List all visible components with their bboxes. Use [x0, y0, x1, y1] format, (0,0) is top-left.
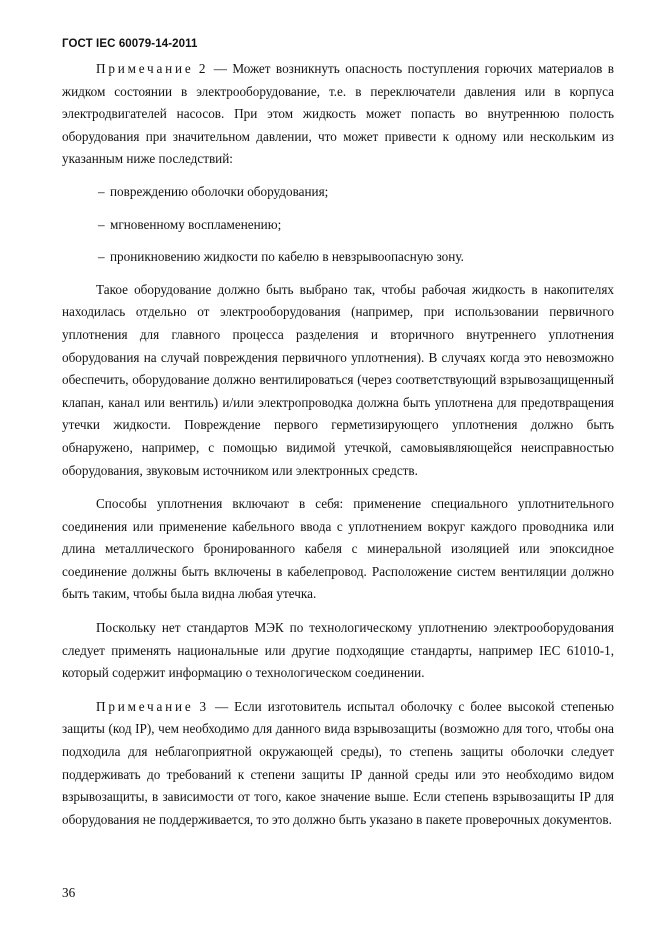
- list-item: [62, 246, 614, 269]
- paragraph: Поскольку нет стандартов МЭК по технологическому уплотнению электрооборудования следует применять национальные или другие подходящие стандарты, например IEC 61010-1, который содержит информацию о технологическом соединении.: [62, 620, 614, 681]
- note-2-dash: —: [213, 61, 227, 76]
- consequences-list: [62, 181, 614, 269]
- note-3: [62, 696, 614, 832]
- note-2-label: Примечание: [96, 61, 194, 76]
- note-3-dash: —: [214, 698, 229, 714]
- note-3-label: Примечание: [96, 698, 194, 714]
- note-2-text: Может возникнуть опасность поступления горючих материалов в жидком состоянии в электрооборудование, т.е. в переключатели давления или в корпуса электродвигателей насосов. При этом жидкость может попасть во внутреннюю полость оборудования при значительном давлении, что может привести к одному или нескольким из указанным ниже последствий:: [62, 61, 615, 167]
- note-2: [62, 58, 614, 171]
- list-item: [62, 181, 614, 204]
- note-3-text: Если изготовитель испытал оболочку с более высокой степенью защиты (код IP), чем необходимо для данного вида взрывозащиты (возможно для того, чтобы она подходила для неблагоприятной окружающей среды), то степень защиты оболочки следует поддерживать до требований к степени защиты IP данной среды или это необходимо видом взрывозащиты, в зависимости от того, какое значение выше. Если степень взрывозащиты IP для оборудования не поддерживается, то это должно быть указано в пакете проверочных документов.: [62, 698, 615, 827]
- body-text: [62, 58, 614, 831]
- dash-bullet: –: [98, 216, 105, 232]
- note-3-number: 3: [199, 698, 209, 714]
- list-item-text: повреждению оболочки оборудования;: [110, 183, 329, 199]
- dash-bullet: –: [98, 249, 105, 265]
- note-2-number: 2: [198, 61, 209, 76]
- paragraph: Способы уплотнения включают в себя: применение специального уплотнительного соединения или применение кабельного ввода с уплотнением вокруг каждого проводника или длина металлического бронированного кабеля с минеральной изоляцией или эпоксидное соединение должны быть включены в кабелепровод. Расположение систем вентиляции должно быть таким, чтобы была видна любая утечка.: [62, 496, 614, 602]
- list-item-text: проникновению жидкости по кабелю в невзрывоопасную зону.: [110, 249, 464, 265]
- dash-bullet: –: [98, 183, 105, 199]
- page-number: 36: [62, 885, 76, 900]
- paragraph: Такое оборудование должно быть выбрано так, чтобы рабочая жидкость в накопителях находилась отдельно от электрооборудования (например, при использовании первичного уплотнения для главного процесса разделения и вторичного внутреннего уплотнения оборудования на случай повреждения первичного уплотнения). В случаях когда это невозможно обеспечить, оборудование должно вентилироваться (через соответствующий взрывозащищенный клапан, канал или вентиль) и/или электропроводка должна быть уплотнена для предотвращения утечки жидкости. Повреждение первого герметизирующего уплотнения должно быть обнаружено, например, с помощью видимой утечкой, самовыявляющейся неисправностью оборудования, звуковым источником или электронных средств.: [62, 281, 614, 478]
- standard-header: ГОСТ IEC 60079-14-2011: [62, 38, 198, 50]
- list-item: [62, 214, 614, 237]
- list-item-text: мгновенному воспламенению;: [110, 216, 282, 232]
